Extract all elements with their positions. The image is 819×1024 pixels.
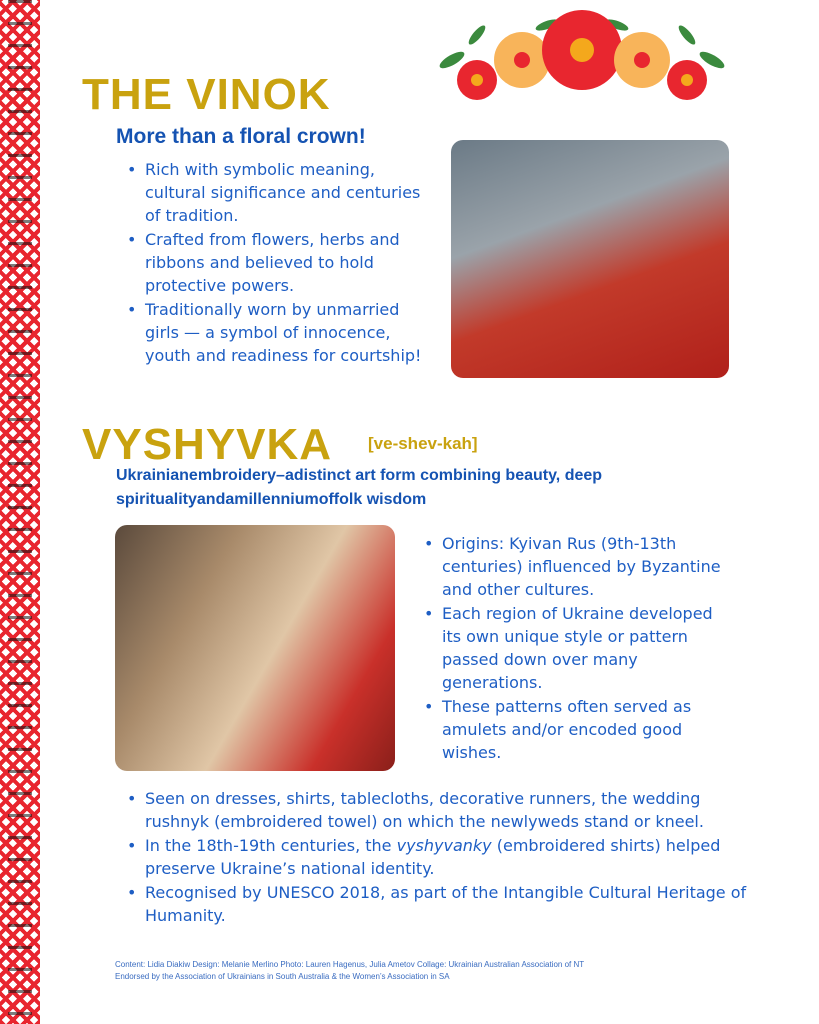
list-item: • Seen on dresses, shirts, tablecloths, decorative runners, the wedding rushnyk (embroidered towel) on which the newlyweds stand or kneel. — [127, 787, 747, 833]
list-item: • Origins: Kyivan Rus (9th-13th centuries) influenced by Byzantine and other cultures. — [424, 532, 724, 601]
list-item: • Crafted from flowers, herbs and ribbons and believed to hold protective powers. — [127, 228, 437, 297]
list-item: • These patterns often served as amulets and/or encoded good wishes. — [424, 695, 724, 764]
list-item: • Traditionally worn by unmarried girls — a symbol of innocence, youth and readiness for courtship! — [127, 298, 437, 367]
vyshyvka-photo — [115, 525, 395, 771]
vinok-subtitle: More than a floral crown! — [116, 125, 366, 148]
list-item: • Each region of Ukraine developed its own unique style or pattern passed down over many generations. — [424, 602, 724, 694]
text-segment: In the 18th-19th centuries, the — [145, 836, 397, 855]
credits-line-2: Endorsed by the Association of Ukrainians in South Australia & the Women’s Association in SA — [115, 972, 450, 981]
text-segment: (embroidered shirts) helped preserve Ukraine’s national identity. — [145, 836, 721, 878]
emphasis-vyshyvanky: vyshyvanky — [396, 836, 492, 855]
list-item — [127, 834, 747, 880]
vinok-title: THE VINOK — [82, 70, 331, 119]
vyshyvka-bullet-list-bottom — [127, 787, 747, 928]
list-item: • Rich with symbolic meaning, cultural significance and centuries of tradition. — [127, 158, 437, 227]
vyshyvka-subtitle: Ukrainianembroidery–adistinct art form combining beauty, deep spiritualityandamillenniumoffolk wisdom — [116, 467, 603, 508]
vyshyvka-bullet-list-right — [424, 532, 724, 765]
credits-line-1: Content: Lidia Diakiw Design: Melanie Merlino Photo: Lauren Hagenus, Julia Ametov Collage: Ukrainian Australian Association of NT — [115, 960, 585, 969]
vinok-photo — [451, 140, 729, 378]
vinok-bullet-list — [127, 158, 437, 368]
credits — [115, 959, 715, 983]
embroidery-border — [0, 0, 40, 1024]
vyshyvka-pronunciation: [ve-shev-kah] — [368, 434, 478, 453]
vyshyvka-title: VYSHYVKA — [82, 420, 333, 469]
flower-garland-illustration — [437, 5, 727, 115]
list-item: • Recognised by UNESCO 2018, as part of the Intangible Cultural Heritage of Humanity. — [127, 881, 747, 927]
